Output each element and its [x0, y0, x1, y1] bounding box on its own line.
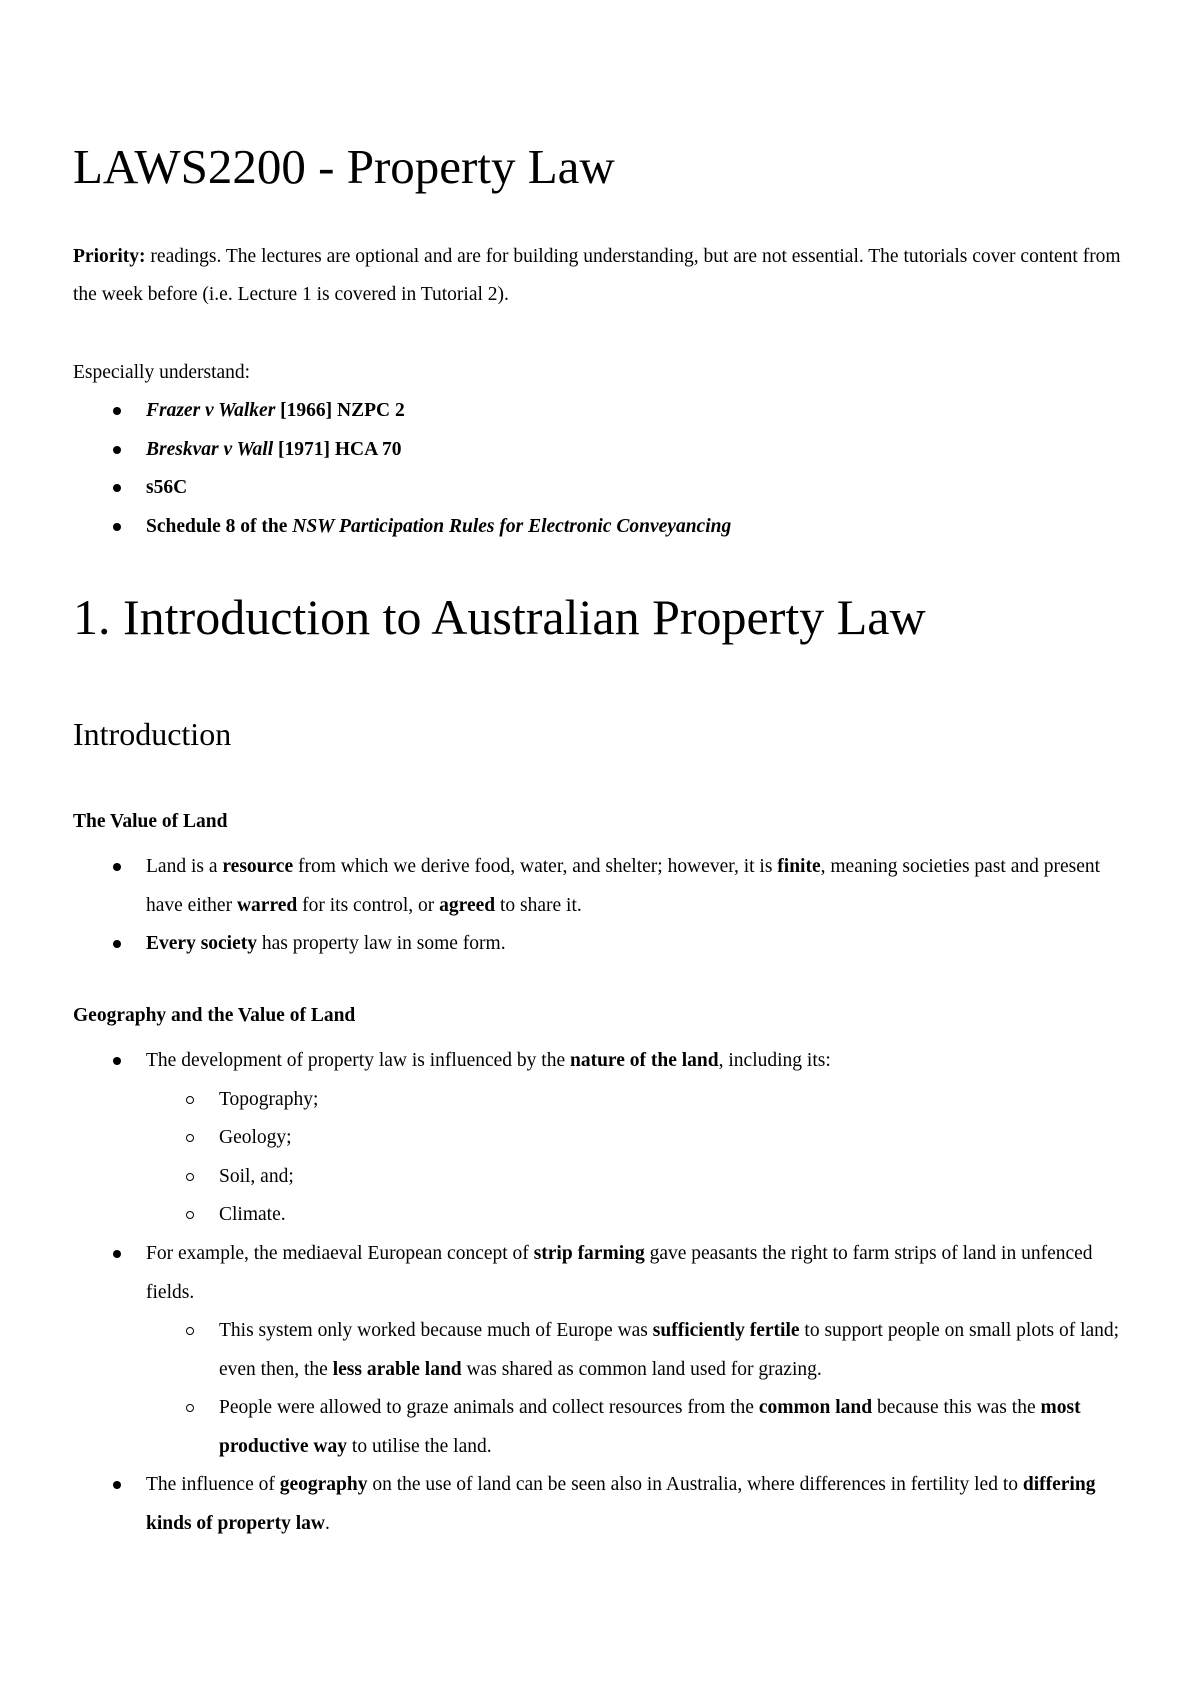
list-item: Every society has property law in some form.: [146, 925, 1136, 964]
priority-paragraph: [73, 238, 1133, 314]
list-item: Schedule 8 of the NSW Participation Rules for Electronic Conveyancing: [146, 508, 1136, 547]
sub-list-item: Climate.: [219, 1196, 1136, 1235]
priority-label: Priority:: [73, 246, 146, 267]
sub-list-item: People were allowed to graze animals and collect resources from the common land because this was the most productive way to utilise the land.: [219, 1389, 1136, 1466]
sub-list-item: This system only worked because much of Europe was sufficiently fertile to support people on small plots of land; even then, the less arable land was shared as common land used for grazing.: [219, 1312, 1136, 1389]
geography-heading: Geography and the Value of Land: [73, 1005, 356, 1026]
especially-heading: Especially understand:: [73, 362, 251, 383]
sub-list-item: Topography;: [219, 1081, 1136, 1120]
value-of-land-heading: The Value of Land: [73, 811, 228, 832]
list-item: Breskvar v Wall [1971] HCA 70: [146, 431, 1136, 470]
list-item: Frazer v Walker [1966] NZPC 2: [146, 392, 1136, 431]
section-heading: 1. Introduction to Australian Property Law: [73, 589, 926, 645]
priority-text: readings. The lectures are optional and are for building understanding, but are not essential. The tutorials cover content from the week before (i.e. Lecture 1 is covered in Tutorial 2).: [73, 246, 1121, 305]
subsection-heading: Introduction: [73, 716, 232, 752]
sub-list-item: Soil, and;: [219, 1158, 1136, 1197]
list-item: The development of property law is influenced by the nature of the land, including its:: [146, 1042, 1136, 1081]
document-title: LAWS2200 - Property Law: [73, 139, 615, 194]
sub-list-item: Geology;: [219, 1119, 1136, 1158]
list-item: s56C: [146, 469, 1136, 508]
list-item: For example, the mediaeval European concept of strip farming gave peasants the right to farm strips of land in unfenced fields.: [146, 1235, 1136, 1312]
list-item: The influence of geography on the use of land can be seen also in Australia, where differences in fertility led to differing kinds of property law.: [146, 1466, 1136, 1543]
list-item: Land is a resource from which we derive food, water, and shelter; however, it is finite, meaning societies past and present have either warred for its control, or agreed to share it.: [146, 848, 1136, 925]
